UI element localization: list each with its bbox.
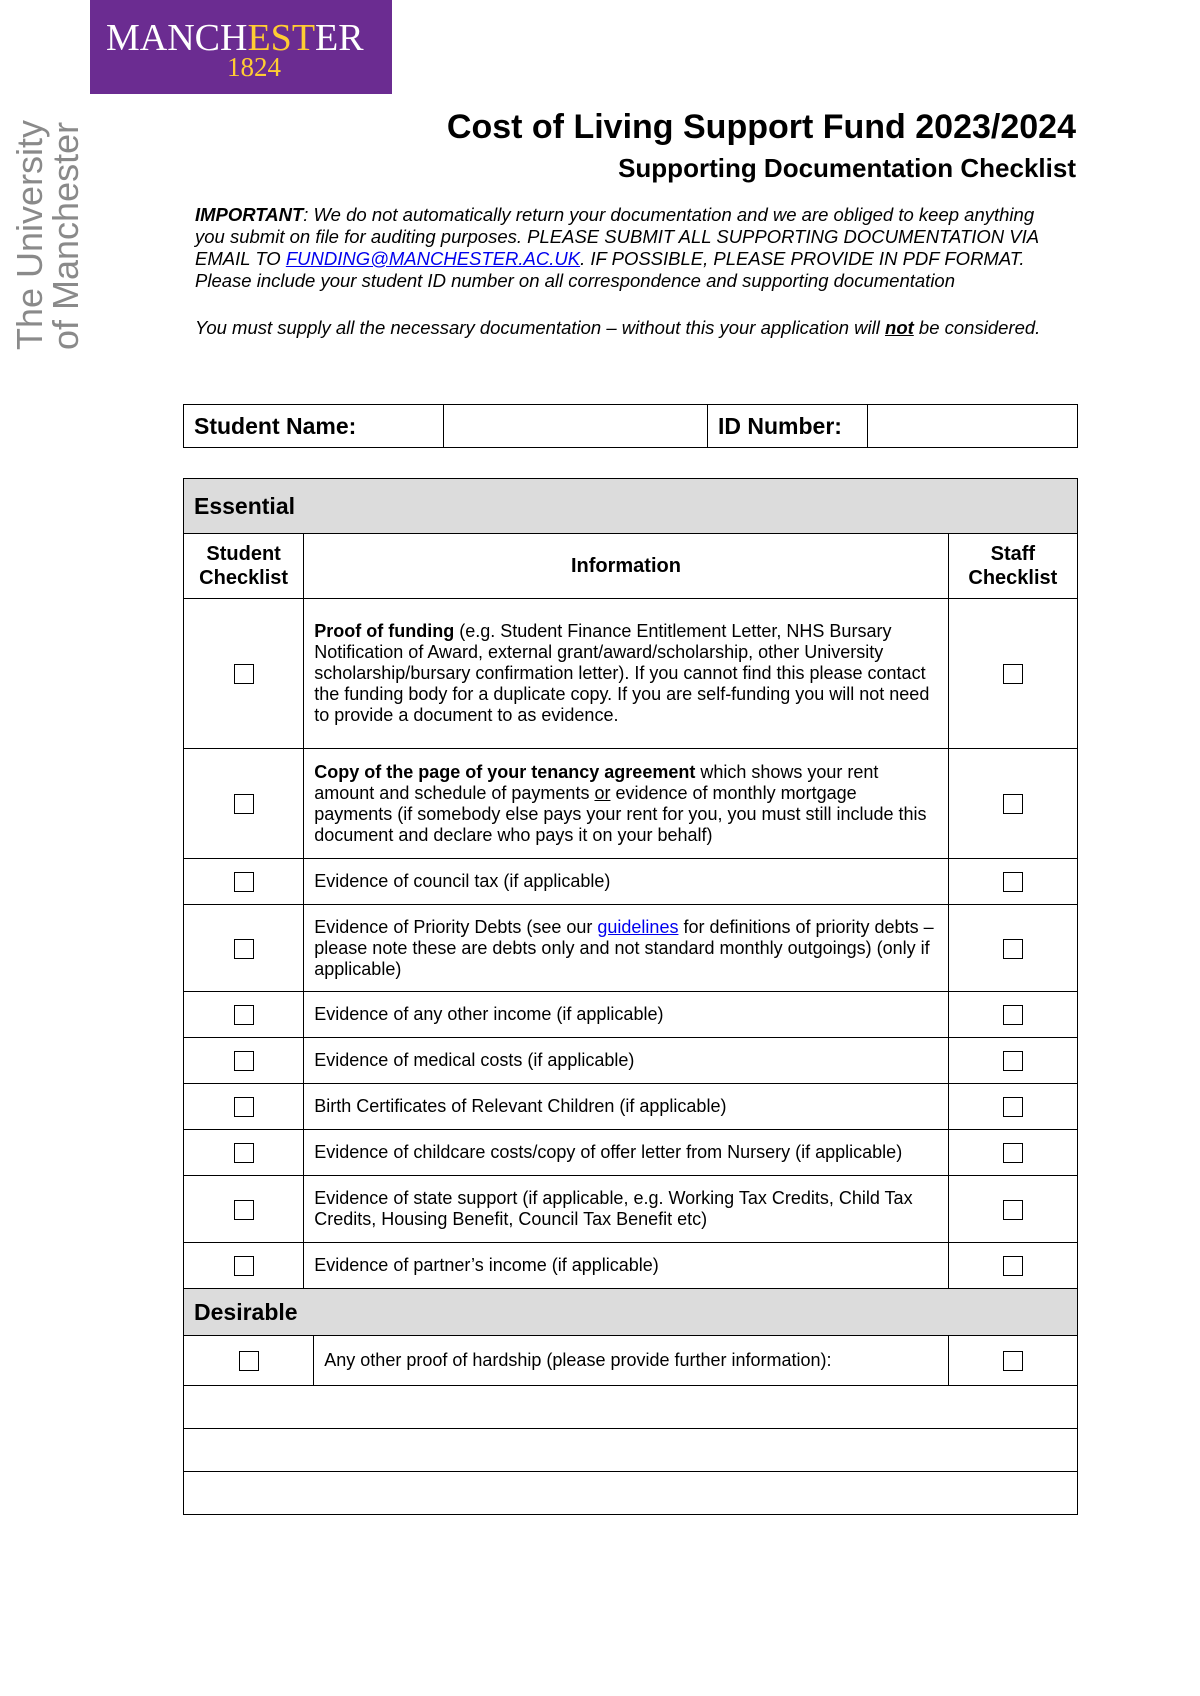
table-row	[184, 1130, 1078, 1176]
staff-checkbox[interactable]	[1003, 1051, 1023, 1071]
guidelines-link[interactable]: guidelines	[597, 916, 679, 937]
student-checkbox[interactable]	[234, 794, 254, 814]
staff-checkbox[interactable]	[1003, 664, 1023, 684]
student-checkbox[interactable]	[234, 1256, 254, 1276]
further-information-line[interactable]	[184, 1429, 1078, 1472]
university-side-name: The University of Manchester	[9, 119, 86, 350]
page-subtitle: Supporting Documentation Checklist	[618, 153, 1076, 183]
logo-year: 1824	[227, 52, 281, 82]
staff-checklist-header: Staff Checklist	[948, 534, 1077, 599]
checklist-item-text: Evidence of any other income (if applicable)	[304, 992, 948, 1038]
checklist-item-text: Evidence of Priority Debts (see our guidelines for definitions of priority debts – please note these are debts only and not standard monthly outgoings) (only if applicable)	[304, 905, 948, 992]
staff-checkbox[interactable]	[1003, 1143, 1023, 1163]
desirable-section-header: Desirable	[184, 1289, 1078, 1336]
important-notice: IMPORTANT: We do not automatically return your documentation and we are obliged to keep anything you submit on file for auditing purposes. PLEASE SUBMIT ALL SUPPORTING DOCUMENTATION VIA EMAIL TO FUNDING@MANCHESTER.AC.UK. IF POSSIBLE, PLEASE PROVIDE IN PDF FORMAT. Please include your student ID number on all correspondence and supporting documentation	[195, 204, 1039, 291]
documentation-checklist-table	[183, 478, 1078, 1515]
staff-checkbox[interactable]	[1003, 794, 1023, 814]
staff-checkbox[interactable]	[1003, 1256, 1023, 1276]
table-row	[184, 1243, 1078, 1289]
checklist-item-text: Evidence of partner’s income (if applicable)	[304, 1243, 948, 1289]
staff-checkbox[interactable]	[1003, 872, 1023, 892]
checklist-item-text: Evidence of state support (if applicable, e.g. Working Tax Credits, Child Tax Credits, Housing Benefit, Council Tax Benefit etc)	[304, 1176, 948, 1243]
staff-checkbox[interactable]	[1003, 1097, 1023, 1117]
essential-section-header: Essential	[184, 479, 1078, 534]
further-information-line[interactable]	[184, 1472, 1078, 1515]
student-checkbox[interactable]	[234, 872, 254, 892]
student-name-label: Student Name:	[184, 405, 444, 447]
further-information-line[interactable]	[184, 1386, 1078, 1429]
checklist-item-text: Evidence of childcare costs/copy of offer letter from Nursery (if applicable)	[304, 1130, 948, 1176]
university-logo	[90, 0, 392, 94]
student-checkbox[interactable]	[234, 939, 254, 959]
student-checkbox[interactable]	[234, 1200, 254, 1220]
id-number-field[interactable]	[868, 405, 1077, 447]
checklist-item-text: Copy of the page of your tenancy agreement which shows your rent amount and schedule of payments or evidence of monthly mortgage payments (if somebody else pays your rent for you, you must still include this document and declare who pays it on your behalf)	[304, 749, 948, 859]
information-header: Information	[304, 534, 948, 599]
student-checkbox[interactable]	[234, 1005, 254, 1025]
checklist-item-text: Proof of funding (e.g. Student Finance Entitlement Letter, NHS Bursary Notification of Award, external grant/award/scholarship, other University scholarship/bursary confirmation letter). If you cannot find this please contact the funding body for a duplicate copy. If you are self-funding you will not need to provide a document to as evidence.	[304, 599, 948, 749]
staff-checkbox[interactable]	[1003, 939, 1023, 959]
checklist-item-text: Any other proof of hardship (please provide further information):	[314, 1336, 948, 1386]
logo-wordmark: MANCHESTER	[106, 17, 364, 59]
page-title: Cost of Living Support Fund 2023/2024	[446, 108, 1076, 146]
table-row	[184, 859, 1078, 905]
student-identity-table	[183, 404, 1078, 448]
student-checkbox[interactable]	[234, 664, 254, 684]
checklist-item-text: Evidence of medical costs (if applicable)	[304, 1038, 948, 1084]
id-number-label: ID Number:	[708, 405, 868, 447]
student-checkbox[interactable]	[234, 1051, 254, 1071]
funding-email-link[interactable]: FUNDING@MANCHESTER.AC.UK	[285, 248, 581, 269]
table-row	[184, 1336, 1078, 1386]
table-row	[184, 1038, 1078, 1084]
student-checkbox[interactable]	[234, 1097, 254, 1117]
table-row	[184, 1176, 1078, 1243]
documentation-warning: You must supply all the necessary documentation – without this your application will not be considered.	[195, 317, 1041, 338]
table-row	[184, 905, 1078, 992]
student-checkbox[interactable]	[239, 1351, 259, 1371]
table-row	[184, 1084, 1078, 1130]
checklist-item-text: Birth Certificates of Relevant Children (if applicable)	[304, 1084, 948, 1130]
student-checkbox[interactable]	[234, 1143, 254, 1163]
staff-checkbox[interactable]	[1003, 1005, 1023, 1025]
table-row	[184, 992, 1078, 1038]
student-name-field[interactable]	[444, 405, 708, 447]
staff-checkbox[interactable]	[1003, 1351, 1023, 1371]
table-row	[184, 749, 1078, 859]
student-checklist-header: Student Checklist	[184, 534, 304, 599]
staff-checkbox[interactable]	[1003, 1200, 1023, 1220]
checklist-item-text: Evidence of council tax (if applicable)	[304, 859, 948, 905]
table-row	[184, 599, 1078, 749]
